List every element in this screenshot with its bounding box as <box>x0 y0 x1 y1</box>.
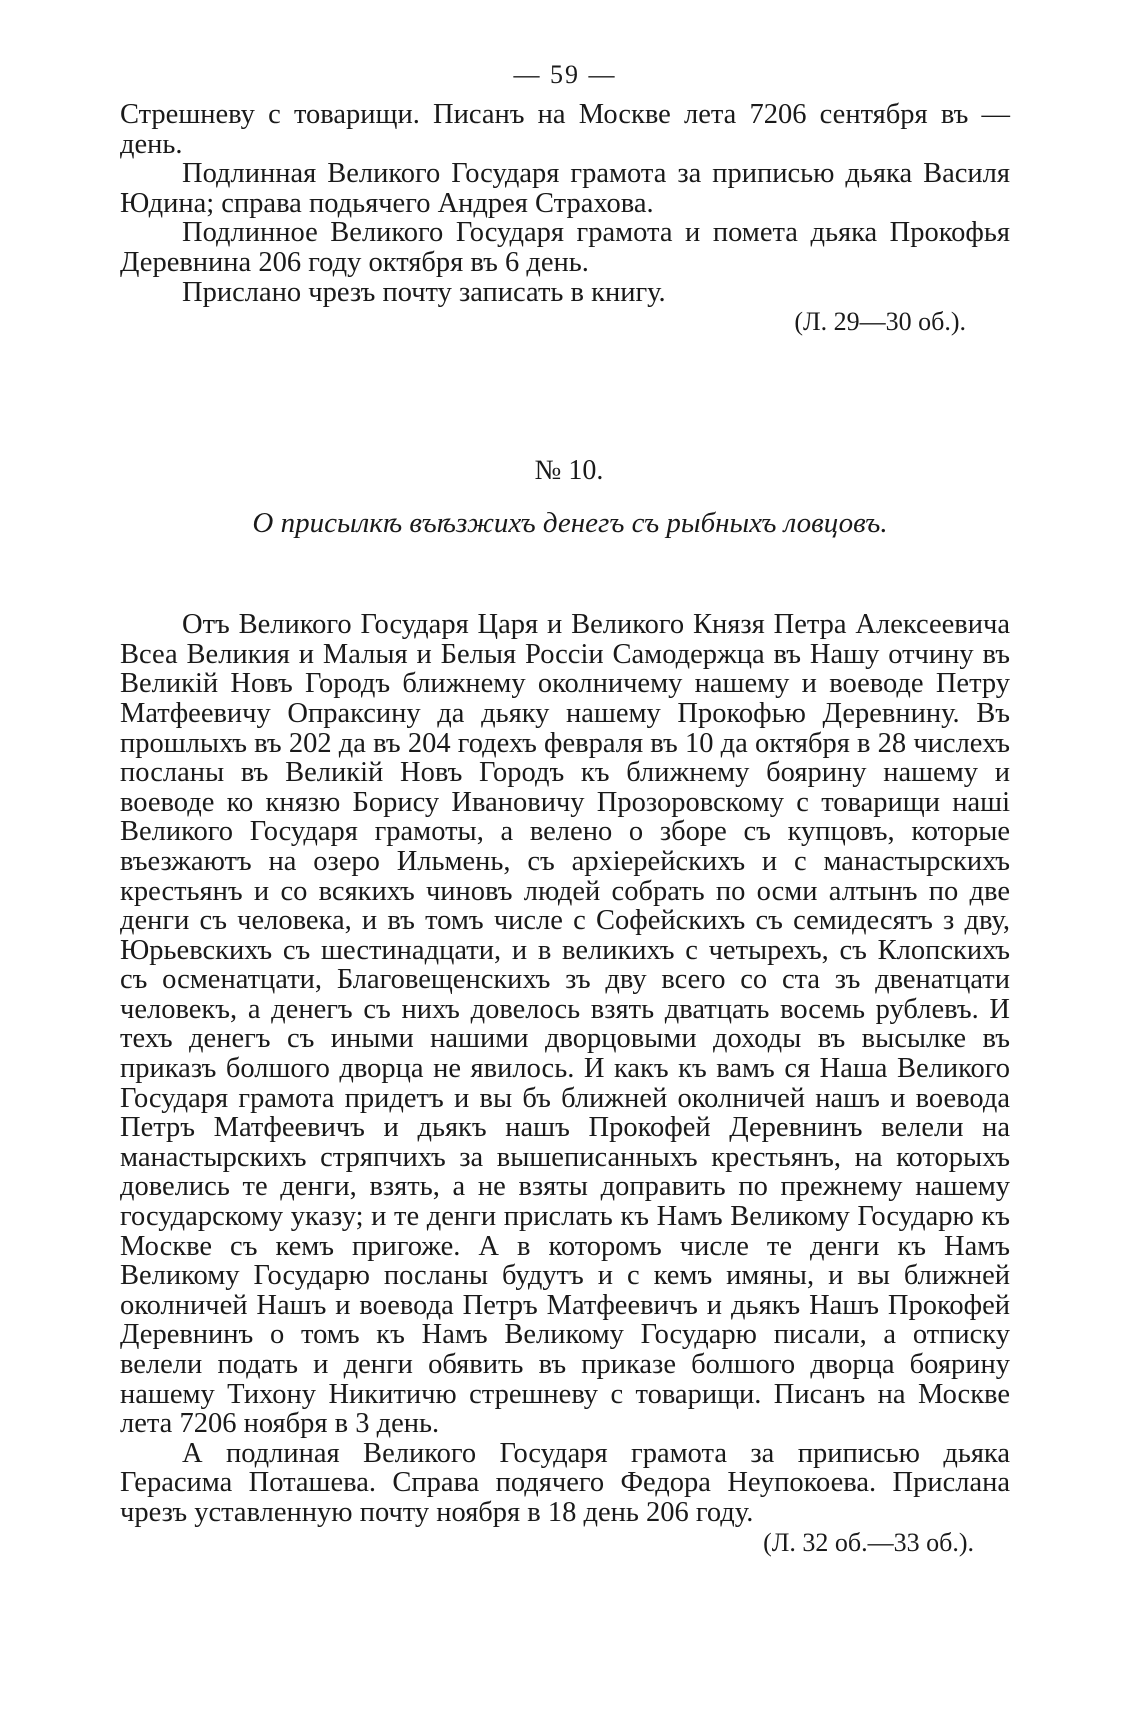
page-number: — 59 — <box>513 60 617 89</box>
archive-reference-1: (Л. 29—30 об.). <box>794 307 966 337</box>
document-body <box>120 610 1010 1557</box>
paragraph-3: Подлинное Великого Государя грамота и помета дьяка Прокофья Деревнина 206 году октября въ 6 день. <box>120 217 1010 278</box>
document-number: № 10. <box>534 455 604 487</box>
paragraph-4: Прислано чрезъ почту записать в книгу. <box>182 276 666 308</box>
archive-reference-2: (Л. 32 об.—33 об.). <box>763 1527 974 1557</box>
body-paragraph-2: А подлиная Великого Государя грамота за приписью дьяка Герасима Поташева. Справа подячего Федора Неупокоева. Прислана чрезъ уставленную почту ноября в 18 день 206 году. <box>120 1437 1010 1528</box>
paragraph-1: Стрешневу с товарищи. Писанъ на Москве лета 7206 сентября въ — день. <box>120 99 1010 160</box>
top-section <box>120 100 1010 337</box>
document-title: О присылкѣ въѣзжихъ денегъ съ рыбныхъ ловцовъ. <box>252 507 888 540</box>
paragraph-2: Подлинная Великого Государя грамота за приписью дьяка Василя Юдина; справа подьячего Андрея Страхова. <box>120 158 1010 219</box>
document-page <box>120 60 1010 1558</box>
body-paragraph-1: Отъ Великого Государя Царя и Великого Князя Петра Алексеевича Всеа Великия и Малыя и Белыя Россіи Самодержца въ Нашу отчину въ Великій Новъ Городъ ближнему околничему нашему и воеводе Петру Матфеевичу Опраксину да дьяку нашему Прокофью Деревнину. Въ прошлыхъ въ 202 да въ 204 годехъ февраля въ 10 да октября в 28 числехъ посланы въ Великій Новъ Городъ къ ближнему боярину нашему и воеводе ко князю Борису Ивановичу Прозоровскому с товарищи нашi Великого Государя грамоты, а велено о зборе съ купцовъ, которые въезжаютъ на озеро Ильмень, съ архiерейскихъ и с манастырскихъ крестьянъ и со всякихъ чиновъ людей собрать по осми алтынъ по две денги съ человека, и въ томъ числе с Софейскихъ съ семидесятъ з дву, Юрьевскихъ съ шестинадцати, и в великихъ с четырехъ, съ Клопскихъ съ осменатцати, Благовещенскихъ зъ дву всего со ста зъ двенатцати человекъ, а денегъ съ нихъ довелось взять дватцать восемь рублевъ. И техъ денегъ съ иными нашими дворцовыми доходы въ высылке въ приказъ болшого дворца не явилось. И какъ къ вамъ ся Наша Великого Государя грамота придетъ и вы бъ ближней околничей нашъ и воевода Петръ Матфеевичъ и дьякъ нашъ Прокофей Деревнинъ велели на манастырскихъ стряпчихъ за вышеписанныхъ крестьянъ, на которыхъ довелись те денги, взять, а не взяты доправить по прежнему нашему государскому указу; и те денги прислать къ Намъ Великому Государю къ Москве съ кемъ пригоже. А в которомъ числе те денги къ Намъ Великому Государю посланы будутъ и с кемъ имяны, и вы ближней околничей Нашъ и воевода Петръ Матфеевичъ и дьякъ Нашъ Прокофей Деревнинъ о томъ къ Намъ Великому Государю писали, а отписку велели подать и денги обявить въ приказе болшого дворца боярину нашему Тихону Никитичю стрешневу с товарищи. Писанъ на Москве лета 7206 ноября в 3 день. <box>120 609 1010 1440</box>
